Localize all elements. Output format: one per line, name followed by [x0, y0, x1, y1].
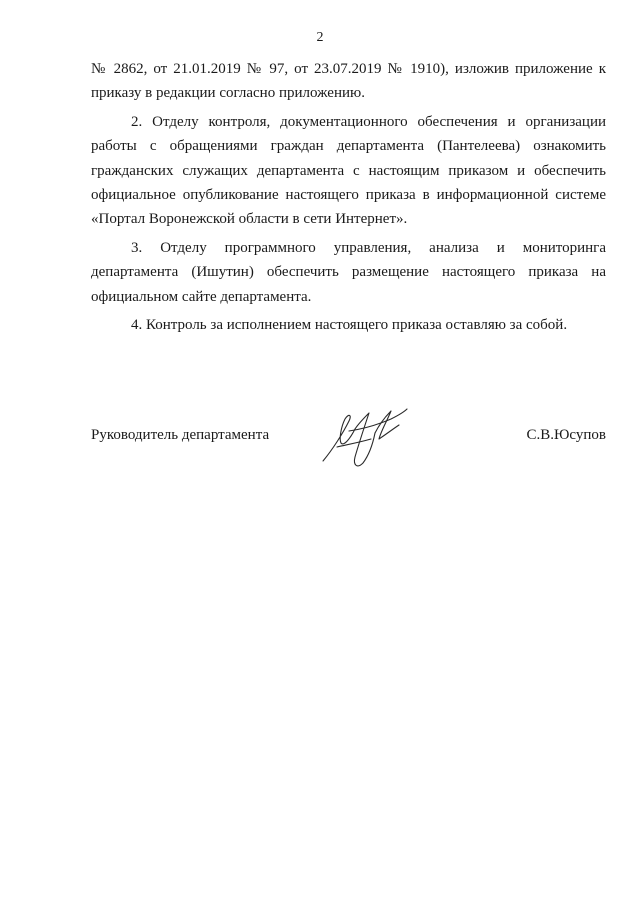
- paragraph-item-2: 2. Отделу контроля, документационного обеспечения и организации работы с обращениями граждан департамента (Пантелеева) ознакомить гражданских служащих департамента с настоящим приказом и обеспечить официальное опубликование настоящего приказа в информационной системе «Портал Воронежской области в сети Интернет».: [91, 113, 606, 228]
- document-body: [91, 57, 606, 341]
- signature-block: [91, 405, 606, 485]
- paragraph-continuation: № 2862, от 21.01.2019 № 97, от 23.07.2019 № 1910), изложив приложение к приказу в редакции согласно приложению.: [91, 61, 606, 102]
- handwritten-signature: [319, 403, 409, 475]
- paragraph-item-3: 3. Отделу программного управления, анализа и мониторинга департамента (Ишутин) обеспечить размещение настоящего приказа на официальном сайте департамента.: [91, 239, 606, 305]
- page-number: 2: [316, 30, 324, 45]
- paragraph-item-4: 4. Контроль за исполнением настоящего приказа оставляю за собой.: [131, 317, 568, 334]
- signatory-name: С.В.Юсупов: [526, 427, 606, 443]
- signatory-position: Руководитель департамента: [91, 427, 270, 443]
